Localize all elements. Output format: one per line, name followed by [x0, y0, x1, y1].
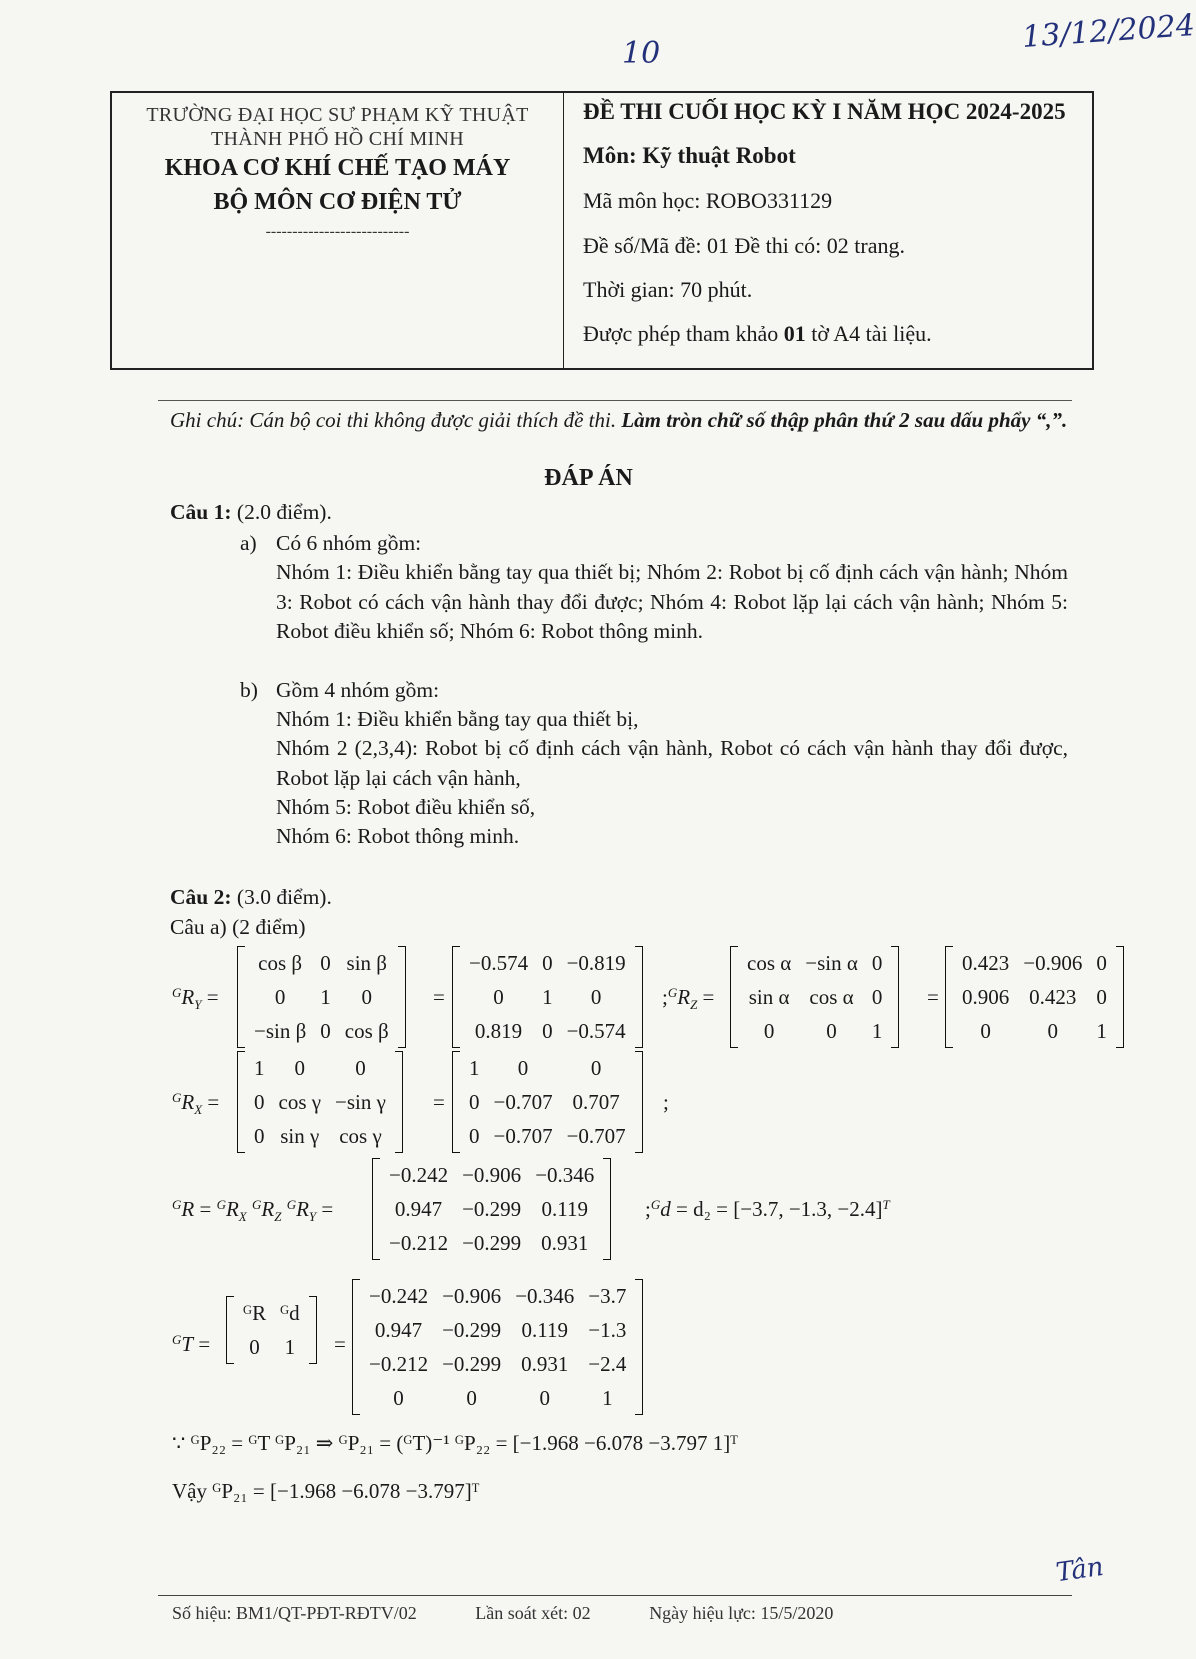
matrix-cell: 0.947	[374, 1317, 423, 1342]
rz-symbol: $;^GR_Z$ =	[662, 985, 715, 1013]
matrix-cell: −0.299	[442, 1317, 502, 1342]
matrix-cell: 0	[1096, 984, 1107, 1009]
matrix-cell: −0.906	[442, 1283, 502, 1308]
matrix-cell: cos β	[258, 950, 303, 975]
matrix-cell: 1	[254, 1055, 265, 1080]
q1-b-line2: Nhóm 2 (2,3,4): Robot bị cố định cách vận hành, Robot có cách vận hành thay đổi được, Robot lặp lại cách vận hành,	[276, 736, 1068, 790]
footer-effective-date: Ngày hiệu lực: 15/5/2020	[649, 1603, 834, 1623]
subject-name: Môn: Kỹ thuật Robot	[583, 143, 796, 168]
answer-title: ĐÁP ÁN	[544, 465, 633, 491]
matrix-cell: 0	[274, 984, 286, 1009]
header-divider: ---------------------------	[265, 223, 410, 240]
matrix-cell: sin α	[748, 984, 790, 1009]
p21-result: Vậy ᴳP₂₁ = [−1.968 −6.078 −3.797]ᵀ	[172, 1479, 480, 1503]
q1-a-head: Có 6 nhóm gồm:	[276, 531, 422, 555]
exam-code: Đề số/Mã đề: 01 Đề thi có: 02 trang.	[583, 233, 905, 258]
handwritten-signature: Tân	[1054, 1551, 1106, 1589]
matrix-left-bracket	[352, 1279, 360, 1415]
matrix-row	[740, 1014, 889, 1048]
institution-block	[112, 93, 564, 368]
university-line2: THÀNH PHỐ HỒ CHÍ MINH	[211, 128, 464, 150]
matrix-cell: cos γ	[278, 1089, 322, 1114]
matrix-row	[462, 1119, 633, 1153]
matrix-left-bracket	[730, 946, 738, 1048]
ry-numeric-matrix	[452, 946, 643, 1048]
matrix-cell: −0.574	[566, 1018, 626, 1043]
matrix-right-bracket	[309, 1296, 317, 1364]
matrix-cell: 0	[542, 950, 553, 975]
matrix-row	[382, 1226, 601, 1260]
matrix-cell: −0.346	[535, 1162, 595, 1187]
matrix-right-bracket	[395, 1051, 403, 1153]
matrix-cell: 0	[763, 1018, 775, 1043]
course-code: Mã môn học: ROBO331129	[583, 188, 833, 213]
matrix-row	[955, 1014, 1114, 1048]
rz-symbolic-matrix	[730, 946, 899, 1048]
matrix-cell: 0	[590, 984, 602, 1009]
matrix-cell: 0	[320, 950, 331, 975]
matrix-cell: −0.299	[462, 1230, 522, 1255]
q2-sub-a: Câu a) (2 điểm)	[170, 915, 306, 939]
matrix-row	[955, 980, 1114, 1014]
matrix-cell: −sin β	[254, 1018, 307, 1043]
matrix-cell: 0	[469, 1089, 480, 1114]
q1-b-line4: Nhóm 6: Robot thông minh.	[276, 824, 520, 848]
matrix-cell: 0	[517, 1055, 529, 1080]
matrix-cell: 0.931	[521, 1351, 569, 1376]
matrix-row	[740, 946, 889, 980]
matrix-cell: 1	[284, 1334, 296, 1359]
matrix-row	[462, 1085, 633, 1119]
matrix-cell: −1.3	[588, 1317, 627, 1342]
matrix-row	[955, 946, 1114, 980]
matrix-left-bracket	[237, 1051, 245, 1153]
matrix-cell: 0	[469, 1123, 480, 1148]
matrix-cell: −0.906	[1023, 950, 1083, 975]
matrix-cell: −sin α	[805, 950, 858, 975]
matrix-cell: −3.7	[588, 1283, 627, 1308]
matrix-cell: 0.119	[521, 1317, 568, 1342]
matrix-row	[236, 1296, 307, 1330]
r-numeric-matrix	[372, 1158, 611, 1260]
matrix-row	[740, 980, 889, 1014]
matrix-right-bracket	[635, 1279, 643, 1415]
matrix-cell: cos γ	[339, 1123, 382, 1148]
q1-a-label: a)	[240, 531, 257, 555]
matrix-cell: −0.242	[389, 1162, 449, 1187]
matrix-row	[247, 1119, 393, 1153]
matrix-left-bracket	[452, 1051, 460, 1153]
matrix-cell: 0	[294, 1055, 306, 1080]
matrix-cell: 0	[254, 1089, 265, 1114]
matrix-left-bracket	[226, 1296, 234, 1364]
matrix-cell: 0.707	[572, 1089, 620, 1114]
matrix-cell: 0	[826, 1018, 837, 1043]
matrix-right-bracket	[603, 1158, 611, 1260]
matrix-cell: −0.299	[442, 1351, 502, 1376]
matrix-cell: 1	[871, 1018, 883, 1043]
matrix-row	[462, 946, 633, 980]
matrix-cell: −sin γ	[335, 1089, 386, 1114]
matrix-cell: −0.212	[389, 1230, 449, 1255]
university-line1: TRƯỜNG ĐẠI HỌC SƯ PHẠM KỸ THUẬT	[146, 104, 529, 126]
matrix-cell: 0	[871, 950, 883, 975]
matrix-cell: 0	[542, 1018, 553, 1043]
d-vector: ;$^G$d = d₂ = [−3.7, −1.3, −2.4]$^T$	[645, 1197, 890, 1221]
footer-doc-code: Số hiệu: BM1/QT-PĐT-RĐTV/02	[172, 1603, 417, 1623]
matrix-row	[247, 946, 396, 980]
matrix-cell: 0	[493, 984, 504, 1009]
matrix-cell: −0.212	[369, 1351, 429, 1376]
matrix-cell: 0.423	[1029, 984, 1077, 1009]
matrix-cell: −0.574	[469, 950, 529, 975]
matrix-row	[362, 1381, 633, 1415]
matrix-right-bracket	[891, 946, 899, 1048]
matrix-cell: ᴳR	[243, 1300, 267, 1325]
matrix-cell: 0	[249, 1334, 260, 1359]
matrix-row	[462, 1014, 633, 1048]
footer-divider	[158, 1595, 1072, 1596]
matrix-row	[247, 980, 396, 1014]
matrix-cell: 0.119	[541, 1196, 588, 1221]
exam-duration: Thời gian: 70 phút.	[583, 277, 753, 302]
matrix-cell: −0.346	[515, 1283, 575, 1308]
matrix-cell: sin γ	[280, 1123, 320, 1148]
matrix-row	[247, 1051, 393, 1085]
matrix-row	[247, 1085, 393, 1119]
q1-a-text: Nhóm 1: Điều khiển bằng tay qua thiết bị; Nhóm 2: Robot bị cố định cách vận hành; Nhóm 3: Robot có cách vận hành thay đổi được; Nhóm 4: Robot lặp lại cách vận hành; Nhóm 5: Robot điều khiển số; Nhóm 6: Robot thông minh.	[276, 560, 1068, 643]
matrix-cell: 0	[466, 1385, 477, 1410]
matrix-cell: −0.707	[566, 1123, 626, 1148]
matrix-cell: 0.931	[541, 1230, 589, 1255]
matrix-cell: 0.819	[474, 1018, 523, 1043]
matrix-cell: −0.707	[493, 1123, 553, 1148]
matrix-right-bracket	[398, 946, 406, 1048]
matrix-cell: 0	[1047, 1018, 1059, 1043]
r-product-symbol: $^GR = ^GR_X$ $^GR_Z$ $^GR_Y$ =	[172, 1197, 334, 1225]
note-divider	[158, 400, 1072, 401]
matrix-row	[362, 1279, 633, 1313]
matrix-left-bracket	[452, 946, 460, 1048]
exam-title: ĐỀ THI CUỐI HỌC KỲ I NĂM HỌC 2024-2025	[583, 99, 1066, 124]
matrix-row	[462, 980, 633, 1014]
matrix-cell: 1	[542, 984, 553, 1009]
matrix-cell: 0	[871, 984, 883, 1009]
exam-info-block	[563, 93, 1092, 368]
matrix-left-bracket	[945, 946, 953, 1048]
t-numeric-matrix	[352, 1279, 643, 1415]
t-block-matrix	[226, 1296, 317, 1364]
q1-b-label: b)	[240, 678, 258, 702]
department-name: BỘ MÔN CƠ ĐIỆN TỬ	[213, 189, 462, 215]
matrix-cell: 0.947	[394, 1196, 443, 1221]
matrix-cell: cos β	[344, 1018, 389, 1043]
matrix-cell: −0.707	[493, 1089, 553, 1114]
q2-heading: Câu 2: (3.0 điểm).	[170, 885, 332, 909]
matrix-cell: cos α	[747, 950, 792, 975]
matrix-cell: 0	[254, 1123, 265, 1148]
faculty-name: KHOA CƠ KHÍ CHẾ TẠO MÁY	[164, 155, 511, 181]
matrix-left-bracket	[237, 946, 245, 1048]
q1-b-line1: Nhóm 1: Điều khiển bằng tay qua thiết bị,	[276, 707, 639, 731]
rx-symbolic-matrix	[237, 1051, 403, 1153]
rz-numeric-matrix	[945, 946, 1124, 1048]
matrix-cell: 0	[590, 1055, 602, 1080]
matrix-cell: 0	[980, 1018, 991, 1043]
handwritten-date: 13/12/2024	[1020, 8, 1196, 55]
matrix-cell: −0.242	[369, 1283, 429, 1308]
ry-symbolic-matrix	[237, 946, 406, 1048]
matrix-cell: 1	[1096, 1018, 1107, 1043]
ry-symbol: $^GR_Y$ =	[172, 985, 219, 1013]
handwritten-score: 10	[622, 36, 661, 71]
matrix-cell: −0.299	[462, 1196, 522, 1221]
matrix-cell: 1	[602, 1385, 613, 1410]
footer	[172, 1603, 887, 1624]
matrix-cell: 0	[361, 984, 373, 1009]
matrix-cell: 0.906	[962, 984, 1010, 1009]
matrix-row	[382, 1192, 601, 1226]
rx-numeric-matrix	[452, 1051, 643, 1153]
matrix-row	[362, 1347, 633, 1381]
rx-symbol: $^GR_X$ =	[172, 1090, 220, 1118]
exam-header	[110, 91, 1094, 370]
equals-sign: =	[433, 985, 445, 1009]
exam-note: Ghi chú: Cán bộ coi thi không được giải thích đề thi. Làm tròn chữ số thập phân thứ 2 sau dấu phẩy “,”.	[170, 408, 1068, 432]
matrix-cell: ᴳd	[280, 1300, 300, 1325]
equals-sign: =	[927, 985, 939, 1009]
t-symbol: $^G$T =	[172, 1332, 211, 1356]
q1-b-head: Gồm 4 nhóm gồm:	[276, 678, 440, 702]
semicolon: ;	[663, 1090, 669, 1114]
matrix-cell: 0	[320, 1018, 331, 1043]
matrix-right-bracket	[635, 946, 643, 1048]
matrix-cell: 0	[355, 1055, 366, 1080]
matrix-cell: 0	[1096, 950, 1107, 975]
q1-heading: Câu 1: (2.0 điểm).	[170, 500, 332, 524]
matrix-cell: 1	[469, 1055, 480, 1080]
equals-sign: =	[334, 1332, 346, 1356]
matrix-left-bracket	[372, 1158, 380, 1260]
q1-b-line3: Nhóm 5: Robot điều khiển số,	[276, 795, 536, 819]
matrix-row	[247, 1014, 396, 1048]
allowed-materials: Được phép tham khảo 01 tờ A4 tài liệu.	[583, 321, 932, 346]
matrix-right-bracket	[1116, 946, 1124, 1048]
matrix-cell: 1	[320, 984, 331, 1009]
matrix-cell: 0.423	[962, 950, 1010, 975]
matrix-cell: −2.4	[588, 1351, 627, 1376]
matrix-cell: −0.906	[462, 1162, 522, 1187]
matrix-right-bracket	[635, 1051, 643, 1153]
footer-revision: Lần soát xét: 02	[475, 1603, 591, 1623]
matrix-cell: 0	[539, 1385, 550, 1410]
matrix-cell: 0	[393, 1385, 404, 1410]
matrix-row	[382, 1158, 601, 1192]
matrix-cell: sin β	[346, 950, 387, 975]
matrix-row	[462, 1051, 633, 1085]
matrix-cell: cos α	[809, 984, 854, 1009]
matrix-cell: −0.819	[566, 950, 626, 975]
equals-sign: =	[433, 1090, 445, 1114]
p21-derivation: ∵ ᴳP₂₂ = ᴳT ᴳP₂₁ ⇒ ᴳP₂₁ = (ᴳT)⁻¹ ᴳP₂₂ = [−1.968 −6.078 −3.797 1]ᵀ	[172, 1431, 738, 1455]
matrix-row	[236, 1330, 307, 1364]
matrix-row	[362, 1313, 633, 1347]
